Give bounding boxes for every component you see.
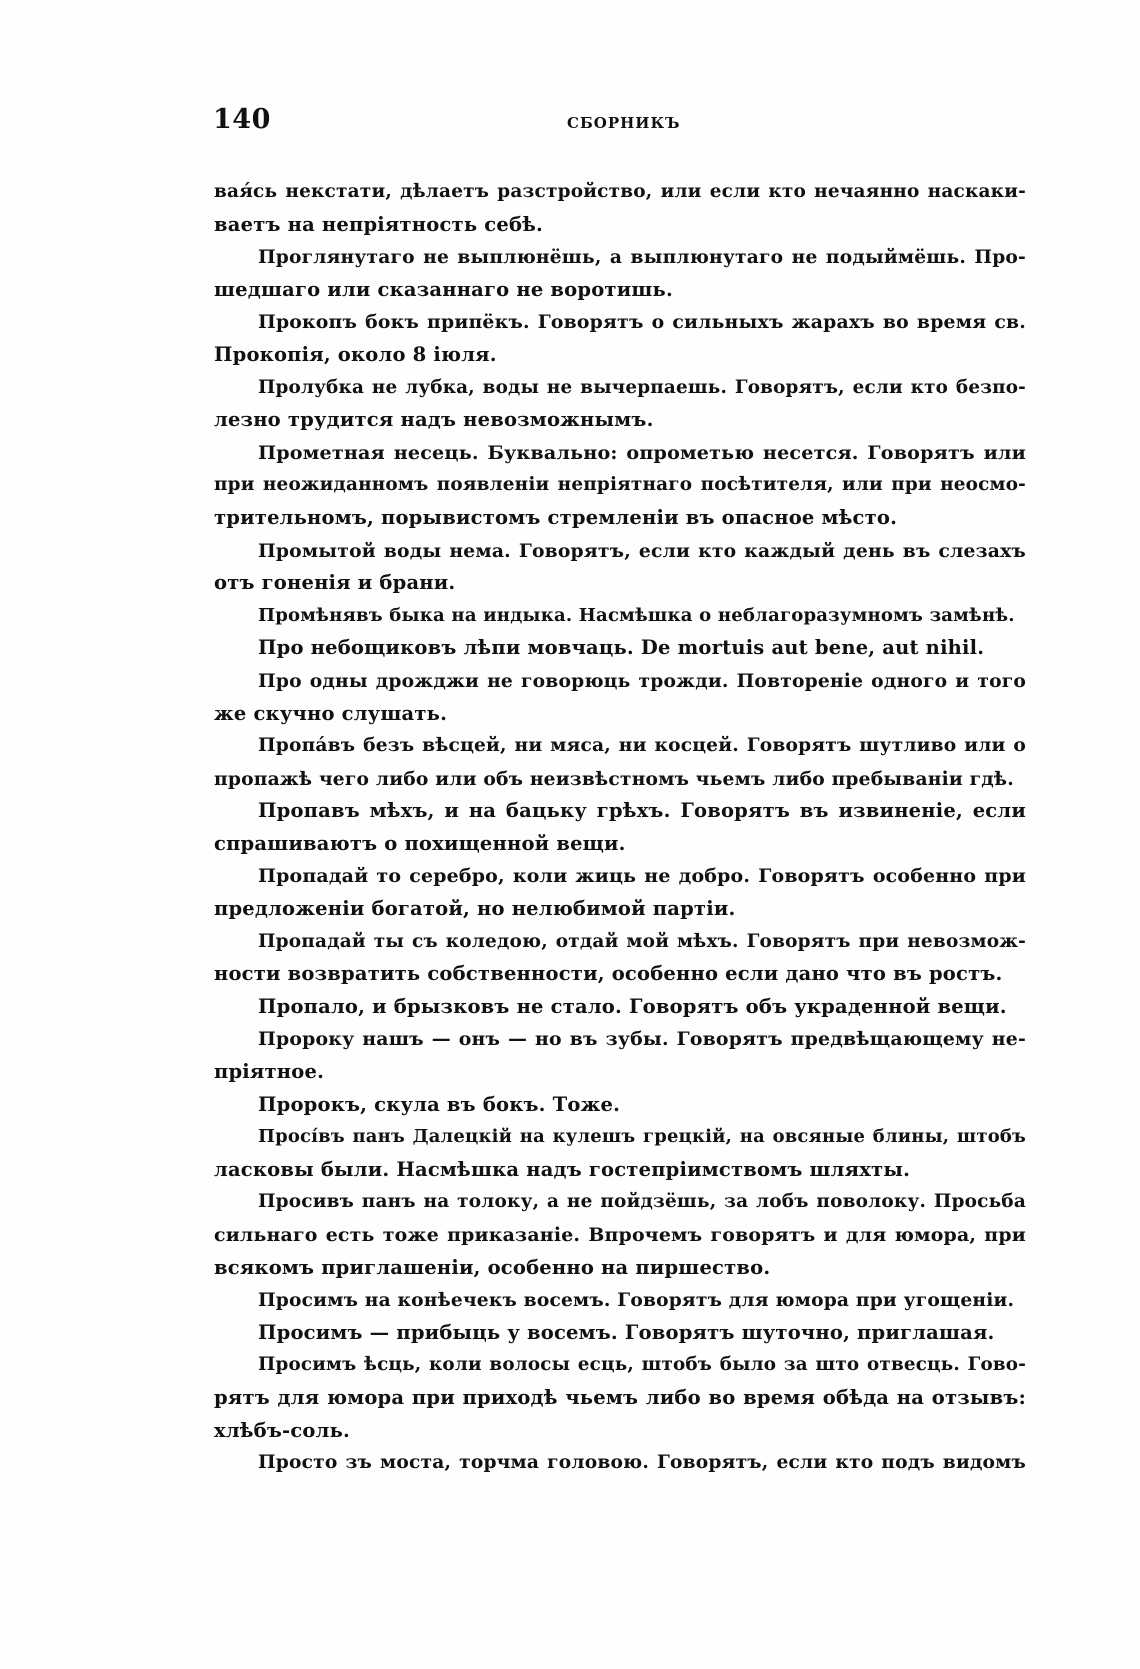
text-line: ласковы были. Насмѣшка надъ гостепріимствомъ шляхты. bbox=[214, 1157, 911, 1181]
text-line: Пропадай то серебро, коли жиць не добро. Говорятъ особенно при bbox=[258, 865, 1026, 888]
text-line: Просимъ на конѣечекъ восемъ. Говорятъ для юмора при угощеніи. bbox=[258, 1289, 1015, 1312]
text-line: при неожиданномъ появленіи непріятнаго посѣтителя, или при неосмо- bbox=[214, 474, 1026, 496]
text-line: Просимъ ѣсць, коли волосы есць, штобъ было за што отвесць. Гово- bbox=[258, 1354, 1026, 1376]
text-line: Пропавъ мѣхъ, и на бацьку грѣхъ. Говорятъ въ извиненіе, если bbox=[258, 799, 1026, 823]
text-line: предложеніи богатой, но нелюбимой партіи. bbox=[214, 897, 736, 921]
text-line: отъ гоненія и брани. bbox=[214, 571, 456, 595]
text-line: Пропадай ты съ коледою, отдай мой мѣхъ. Говорятъ при невозмож- bbox=[258, 930, 1026, 952]
text-line: лезно трудится надъ невозможнымъ. bbox=[214, 408, 654, 432]
text-line: Прокопія, около 8 іюля. bbox=[214, 342, 497, 366]
text-line: Просто зъ моста, торчма головою. Говорятъ, если кто подъ видомъ bbox=[258, 1452, 1026, 1474]
text-line: хлѣбъ-соль. bbox=[214, 1418, 350, 1442]
text-line: Пророку нашъ — онъ — но въ зубы. Говорятъ предвѣщающему не- bbox=[258, 1028, 1026, 1051]
text-line: пріятное. bbox=[214, 1060, 325, 1084]
text-line: Просíвъ панъ Далецкій на кулешъ грецкій, на овсяные блины, штобъ bbox=[258, 1126, 1026, 1148]
text-line: Про одны дрожджи не говорюць трожди. Повтореніе одного и того bbox=[258, 669, 1026, 692]
text-line: Пролубка не лубка, воды не вычерпаешь. Говорятъ, если кто безпо- bbox=[258, 376, 1026, 398]
text-line: ваетъ на непріятность себѣ. bbox=[214, 212, 544, 236]
text-line: трительномъ, порывистомъ стремленіи въ опасное мѣсто. bbox=[214, 505, 898, 529]
text-line: Пропало, и брызковъ не стало. Говорятъ объ украденной вещи. bbox=[258, 994, 1007, 1018]
text-line: сильнаго есть тоже приказаніе. Впрочемъ говорятъ и для юмора, при bbox=[214, 1224, 1026, 1246]
text-line: спрашиваютъ о похищенной вещи. bbox=[214, 831, 626, 855]
page-number: 140 bbox=[213, 104, 271, 135]
text-line: же скучно слушать. bbox=[214, 701, 448, 725]
body-text bbox=[214, 176, 1026, 1480]
text-line: Проглянутаго не выплюнёшь, а выплюнутаго не подыймёшь. Про- bbox=[258, 246, 1026, 269]
text-line: Промѣнявъ быка на индыка. Насмѣшка о неблагоразумномъ замѣнѣ. bbox=[258, 604, 1015, 626]
text-line: пропажѣ чего либо или объ неизвѣстномъ чьемъ либо пребываніи гдѣ. bbox=[214, 767, 1014, 790]
text-line: Про небощиковъ лѣпи мовчаць. De mortuis aut bene, aut nihil. bbox=[258, 636, 985, 660]
text-line: шедшаго или сказаннаго не воротишь. bbox=[214, 277, 673, 301]
text-line: Промытой воды нема. Говорятъ, если кто каждый день въ слезахъ bbox=[258, 539, 1026, 562]
text-line: Пророкъ, скула въ бокъ. Тоже. bbox=[258, 1092, 621, 1116]
text-line: Пропáвъ безъ вѣсцей, ни мяса, ни косцей. Говорятъ шутливо или о bbox=[258, 735, 1026, 757]
text-line: вая́сь некстати, дѣлаетъ разстройство, или если кто нечаянно наскаки- bbox=[214, 181, 1026, 202]
running-title: СБОРНИКЪ bbox=[567, 114, 681, 132]
text-line: Просимъ — прибыць у восемъ. Говорятъ шуточно, приглашая. bbox=[258, 1320, 995, 1344]
text-line: всякомъ приглашеніи, особенно на пиршество. bbox=[214, 1255, 771, 1279]
text-line: Просивъ панъ на толоку, а не пойдзёшь, за лобъ поволоку. Просьба bbox=[258, 1191, 1026, 1213]
text-line: Прометная несець. Буквально: опрометью несется. Говорятъ или bbox=[258, 440, 1026, 464]
text-line: ности возвратить собственности, особенно если дано что въ ростъ. bbox=[214, 962, 1003, 986]
text-line: Прокопъ бокъ припёкъ. Говорятъ о сильныхъ жарахъ во время св. bbox=[258, 311, 1026, 334]
text-line: рятъ для юмора при приходѣ чьемъ либо во время обѣда на отзывъ: bbox=[214, 1385, 1026, 1409]
running-head bbox=[213, 104, 1023, 144]
